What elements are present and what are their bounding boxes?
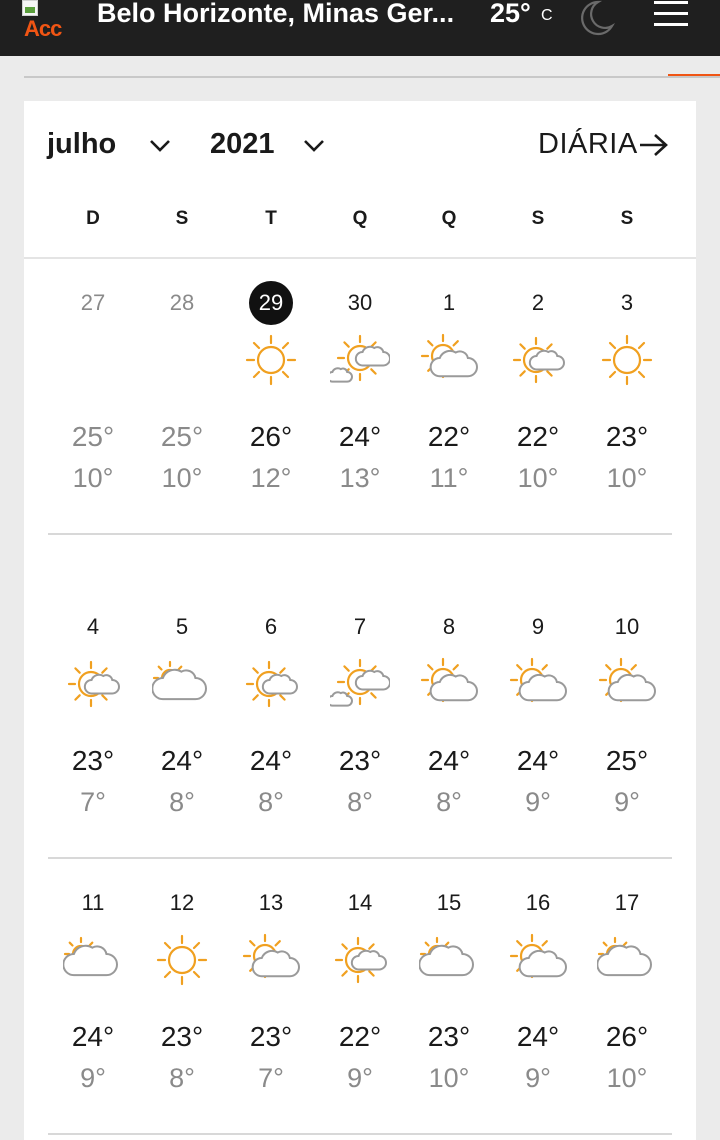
day-cell[interactable] (226, 288, 316, 528)
day-date: 2 (531, 290, 545, 315)
day-date: 9 (531, 614, 545, 639)
high-temperature: 23° (160, 1021, 204, 1052)
low-temperature: 10° (517, 463, 559, 493)
day-cell[interactable] (226, 612, 316, 852)
mostly-cloudy-icon (63, 930, 123, 990)
day-date: 11 (81, 890, 105, 915)
low-temperature: 8° (169, 787, 195, 817)
high-temperature: 25° (71, 421, 115, 452)
day-date: 30 (347, 290, 373, 315)
day-date: 28 (169, 290, 195, 315)
month-select[interactable]: julho (47, 128, 117, 160)
day-date: 10 (614, 614, 640, 639)
low-temperature: 10° (161, 463, 203, 493)
subnav-active-indicator (668, 74, 720, 76)
day-date: 27 (80, 290, 106, 315)
chevron-down-icon[interactable] (302, 136, 326, 154)
mostly-sunny-icon (508, 330, 568, 390)
day-cell[interactable] (404, 888, 494, 1128)
weekday-sunday: D (86, 208, 100, 229)
weekday-tuesday: T (265, 208, 277, 229)
low-temperature: 13° (339, 463, 381, 493)
low-temperature: 9° (80, 1063, 106, 1093)
high-temperature: 26° (249, 421, 293, 452)
day-date: 14 (347, 890, 373, 915)
high-temperature: 24° (249, 745, 293, 776)
day-cell[interactable] (582, 288, 672, 528)
day-cell[interactable] (582, 612, 672, 852)
partly-cloudy-icon (508, 930, 568, 990)
chevron-down-icon[interactable] (148, 136, 172, 154)
day-cell[interactable] (493, 888, 583, 1128)
high-temperature: 23° (338, 745, 382, 776)
week-divider (48, 1133, 672, 1135)
partly-cloudy-icon (241, 930, 301, 990)
weekday-monday: S (175, 208, 189, 229)
day-date: 7 (353, 614, 367, 639)
day-cell[interactable] (48, 612, 138, 852)
low-temperature: 8° (347, 787, 373, 817)
day-date: 12 (169, 890, 195, 915)
low-temperature: 7° (80, 787, 106, 817)
day-cell[interactable] (315, 288, 405, 528)
sun-clouds-icon (330, 330, 390, 390)
low-temperature: 9° (525, 787, 551, 817)
low-temperature: 10° (606, 463, 648, 493)
day-date: 1 (442, 290, 456, 315)
day-date: 6 (264, 614, 278, 639)
partly-cloudy-icon (419, 654, 479, 714)
high-temperature: 23° (71, 745, 115, 776)
high-temperature: 23° (249, 1021, 293, 1052)
daily-view-link[interactable]: DIÁRIA (538, 128, 638, 160)
day-cell[interactable] (582, 888, 672, 1128)
low-temperature: 8° (169, 1063, 195, 1093)
high-temperature: 25° (605, 745, 649, 776)
high-temperature: 25° (160, 421, 204, 452)
day-cell[interactable] (493, 288, 583, 528)
mostly-cloudy-icon (419, 930, 479, 990)
high-temperature: 23° (427, 1021, 471, 1052)
hamburger-menu-icon[interactable] (654, 0, 690, 30)
high-temperature: 22° (427, 421, 471, 452)
day-cell[interactable] (315, 888, 405, 1128)
day-cell[interactable] (48, 888, 138, 1128)
top-app-bar (0, 0, 720, 56)
mostly-sunny-icon (63, 654, 123, 714)
day-date: 17 (614, 890, 640, 915)
low-temperature: 9° (347, 1063, 373, 1093)
weekday-thursday: Q (441, 208, 457, 229)
sunny-icon (597, 330, 657, 390)
day-cell[interactable] (315, 612, 405, 852)
day-date: 13 (258, 890, 284, 915)
partly-cloudy-icon (508, 654, 568, 714)
weekday-wednesday: Q (352, 208, 368, 229)
low-temperature: 9° (614, 787, 640, 817)
low-temperature: 8° (258, 787, 284, 817)
location-name[interactable]: Belo Horizonte, Minas Ger... (97, 0, 455, 28)
partly-cloudy-icon (419, 330, 479, 390)
low-temperature: 10° (428, 1063, 470, 1093)
high-temperature: 24° (160, 745, 204, 776)
high-temperature: 23° (605, 421, 649, 452)
low-temperature: 8° (436, 787, 462, 817)
low-temperature: 11° (429, 463, 469, 493)
low-temperature: 10° (606, 1063, 648, 1093)
arrow-right-icon[interactable] (638, 132, 670, 158)
high-temperature: 22° (338, 1021, 382, 1052)
site-logo[interactable] (22, 0, 82, 40)
temperature-unit: C (541, 7, 553, 24)
week-divider (48, 533, 672, 535)
mostly-cloudy-icon (597, 930, 657, 990)
header-divider (24, 257, 696, 259)
sunny-icon (152, 930, 212, 990)
current-temperature: 25° (490, 0, 531, 28)
high-temperature: 24° (427, 745, 471, 776)
day-cell[interactable] (404, 288, 494, 528)
sun-clouds-icon (330, 654, 390, 714)
subnav-divider (24, 76, 720, 78)
day-date: 16 (525, 890, 551, 915)
sunny-icon (241, 330, 301, 390)
day-date: 4 (86, 614, 100, 639)
low-temperature: 12° (250, 463, 292, 493)
mostly-sunny-icon (241, 654, 301, 714)
day-date: 3 (620, 290, 634, 315)
partly-cloudy-icon (597, 654, 657, 714)
weekday-saturday: S (620, 208, 634, 229)
broken-image-icon (22, 0, 38, 16)
day-cell[interactable] (226, 888, 316, 1128)
today-date (226, 288, 316, 325)
year-select[interactable]: 2021 (210, 128, 275, 160)
high-temperature: 24° (71, 1021, 115, 1052)
day-cell[interactable] (137, 888, 227, 1128)
high-temperature: 22° (516, 421, 560, 452)
high-temperature: 24° (516, 1021, 560, 1052)
day-cell[interactable] (137, 288, 227, 528)
week-divider (48, 857, 672, 859)
moon-icon[interactable] (572, 0, 616, 36)
day-cell[interactable] (137, 612, 227, 852)
day-cell[interactable] (48, 288, 138, 528)
low-temperature: 7° (258, 1063, 284, 1093)
weekday-friday: S (531, 208, 545, 229)
day-cell[interactable] (404, 612, 494, 852)
day-date: 8 (442, 614, 456, 639)
day-cell[interactable] (493, 612, 583, 852)
day-date: 15 (436, 890, 462, 915)
high-temperature: 26° (605, 1021, 649, 1052)
mostly-cloudy-icon (152, 654, 212, 714)
mostly-sunny-icon (330, 930, 390, 990)
day-date: 5 (175, 614, 189, 639)
high-temperature: 24° (338, 421, 382, 452)
today-date-label: 29 (249, 281, 293, 325)
high-temperature: 24° (516, 745, 560, 776)
logo-text: Acc (24, 16, 62, 40)
low-temperature: 10° (72, 463, 114, 493)
low-temperature: 9° (525, 1063, 551, 1093)
